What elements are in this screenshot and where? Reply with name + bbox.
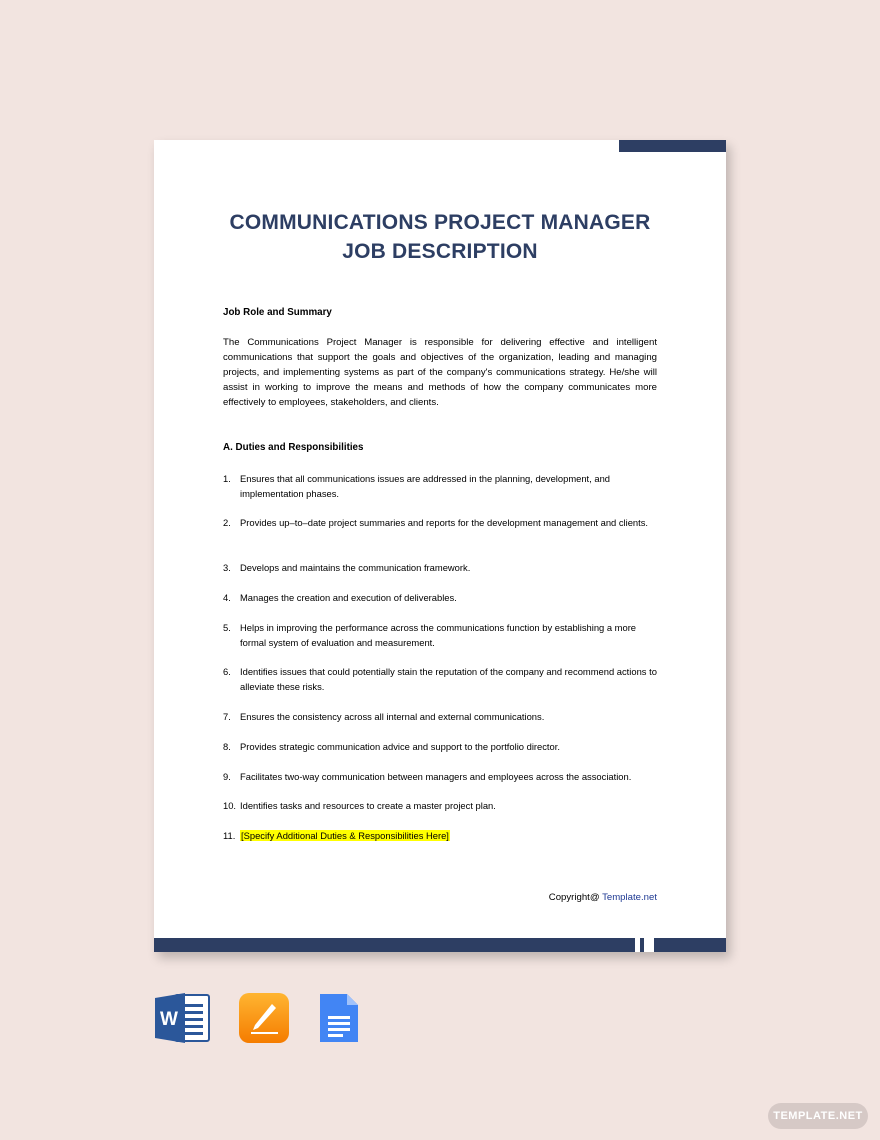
duty-number: 10.	[223, 800, 237, 811]
duty-number: 5.	[223, 622, 231, 633]
duty-text: Ensures the consistency across all internal and external communications.	[240, 711, 545, 722]
word-letter: W	[160, 1009, 178, 1030]
pages-icon[interactable]	[238, 992, 290, 1049]
duty-text: Facilitates two-way communication between managers and employees across the association.	[240, 771, 632, 782]
document-title	[154, 208, 726, 266]
title-line-1: COMMUNICATIONS PROJECT MANAGER	[229, 211, 651, 234]
copyright-link[interactable]: Template.net	[602, 892, 657, 903]
duty-number: 9.	[223, 771, 231, 782]
google-docs-icon[interactable]	[318, 992, 360, 1049]
copyright-label: Copyright@	[548, 892, 603, 903]
duty-number: 2.	[223, 517, 231, 528]
summary-text: The Communications Project Manager is responsible for delivering effective and intelligent communications that support the goals and objectives of the organization, leading and managing projects, and implementing systems as part of the company's communications strategy. He/she will assist in working to improve the means and methods of how the company communicates more effectively to employees, stakeholders, and clients.	[223, 337, 657, 408]
duty-text: Provides up–to–date project summaries and reports for the development management and clients.	[240, 517, 649, 528]
duty-text: Identifies issues that could potentially stain the reputation of the company and recommend actions to alleviate these risks.	[240, 666, 657, 692]
duty-number: 4.	[223, 592, 231, 603]
top-accent-bar	[619, 140, 726, 152]
copyright	[549, 892, 657, 903]
duty-text: Develops and maintains the communication framework.	[240, 562, 471, 573]
duty-item	[223, 828, 657, 843]
summary-heading: Job Role and Summary	[223, 307, 332, 318]
duty-item	[223, 515, 657, 530]
document-page	[154, 140, 726, 952]
duties-heading: A. Duties and Responsibilities	[223, 442, 364, 453]
duty-item	[223, 769, 657, 784]
watermark: TEMPLATE.NET	[768, 1103, 868, 1129]
duty-text: Manages the creation and execution of deliverables.	[240, 592, 457, 603]
duty-item	[223, 664, 657, 694]
duty-item	[223, 798, 657, 813]
title-line-2: JOB DESCRIPTION	[342, 240, 538, 263]
duty-text: Provides strategic communication advice and support to the portfolio director.	[240, 741, 560, 752]
duty-text: Helps in improving the performance across the communications function by establishing a more formal system of evaluation and measurement.	[240, 622, 637, 648]
duty-number: 6.	[223, 666, 231, 677]
word-icon[interactable]	[155, 992, 211, 1049]
duty-item	[223, 620, 657, 650]
duty-number: 8.	[223, 741, 231, 752]
duty-item	[223, 739, 657, 754]
duty-item	[223, 709, 657, 724]
bottom-accent-block	[654, 938, 726, 952]
duty-item	[223, 471, 657, 501]
duty-number: 3.	[223, 562, 231, 573]
duty-number: 7.	[223, 711, 231, 722]
highlighted-placeholder[interactable]: [Specify Additional Duties & Responsibilities Here]	[241, 830, 449, 841]
duty-number: 11.	[223, 830, 236, 841]
duty-text: Ensures that all communications issues are addressed in the planning, development, and implementation phases.	[240, 473, 611, 499]
duty-item	[223, 560, 657, 575]
duty-text: Identifies tasks and resources to create a master project plan.	[240, 800, 496, 811]
bottom-accent-stripe	[640, 938, 644, 952]
duty-number: 1.	[223, 473, 231, 484]
duty-item	[223, 590, 657, 605]
bottom-accent-bar	[154, 938, 635, 952]
